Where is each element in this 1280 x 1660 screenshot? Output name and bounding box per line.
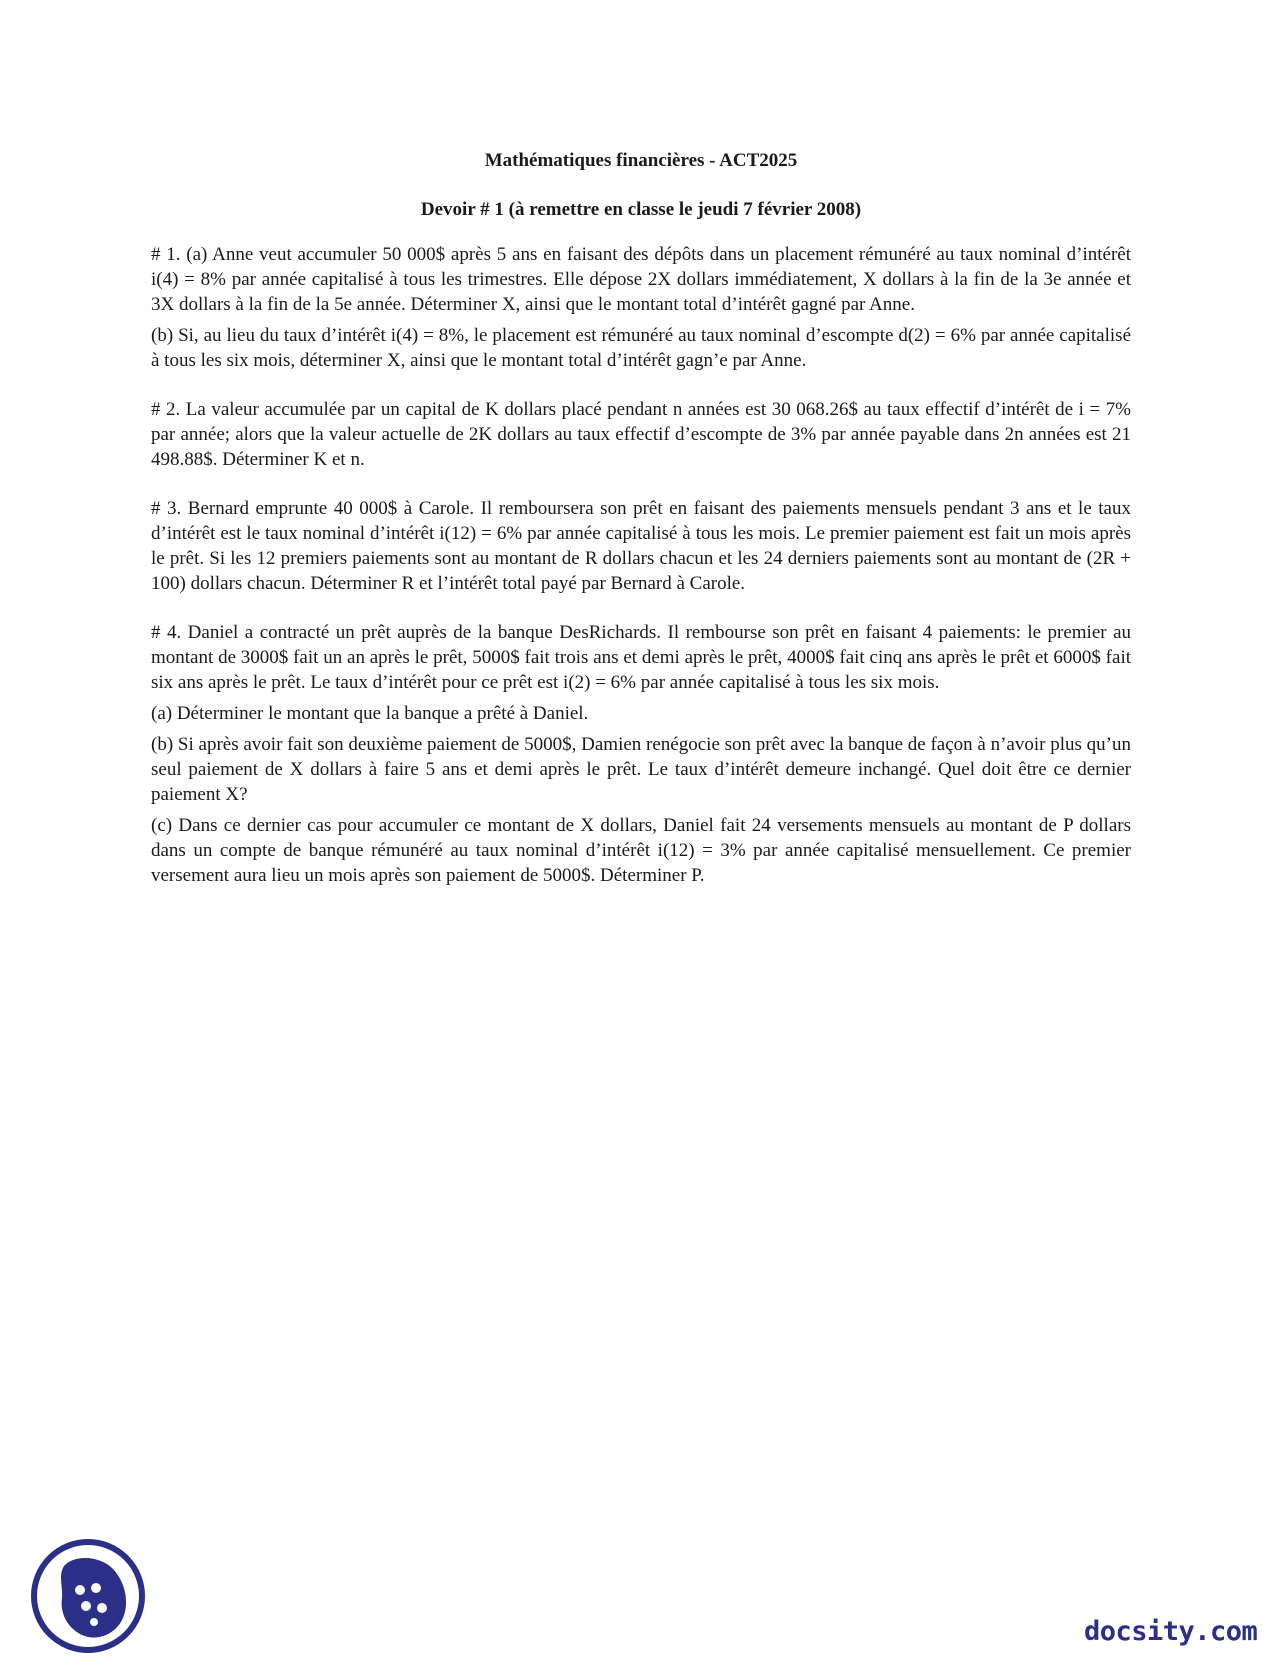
problem-1 xyxy=(151,242,1131,373)
document-subtitle: Devoir # 1 (à remettre en classe le jeudi 7 février 2008) xyxy=(420,199,862,220)
problem-4-part-b: (b) Si après avoir fait son deuxième paiement de 5000$, Damien renégocie son prêt avec la banque de façon à n’avoir plus qu’un seul paiement de X dollars à faire 5 ans et demi après le prêt. Le taux d’intérêt demeure inchangé. Quel doit être ce dernier paiement X? xyxy=(151,734,1131,805)
problem-1-part-b: (b) Si, au lieu du taux d’intérêt i(4) = 8%, le placement est rémunéré au taux nominal d’escompte d(2) = 6% par année capitalisé à tous les six mois, déterminer X, ainsi que le montant total d’intérêt gagn’e par Anne. xyxy=(151,325,1131,371)
problem-2 xyxy=(151,397,1131,472)
problem-4-part-a: (a) Déterminer le montant que la banque a prêté à Daniel. xyxy=(151,703,589,724)
problem-4 xyxy=(151,620,1131,888)
problem-2-text: # 2. La valeur accumulée par un capital de K dollars placé pendant n années est 30 068.26$ au taux effectif d’intérêt de i = 7% par année; alors que la valeur actuelle de 2K dollars au taux effectif d’escompte de 3% par année payable dans 2n années est 21 498.88$. Déterminer K et n. xyxy=(151,399,1131,470)
docsity-logo-icon xyxy=(30,1538,150,1656)
problem-4-part-c: (c) Dans ce dernier cas pour accumuler ce montant de X dollars, Daniel fait 24 versements mensuels au montant de P dollars dans un compte de banque rémunéré au taux nominal d’intérêt i(12) = 3% par année capitalisé mensuellement. Ce premier versement aura lieu un mois après son paiement de 5000$. Déterminer P. xyxy=(151,815,1131,886)
docsity-brand[interactable]: docsity.com xyxy=(1084,1616,1258,1647)
problem-3 xyxy=(151,496,1131,596)
problem-3-text: # 3. Bernard emprunte 40 000$ à Carole. Il remboursera son prêt en faisant des paiements mensuels pendant 3 ans et le taux d’intérêt est le taux nominal d’intérêt i(12) = 6% par année capitalisé à tous les mois. Le premier paiement est fait un mois après le prêt. Si les 12 premiers paiements sont au montant de R dollars chacun et les 24 derniers paiements sont au montant de (2R + 100) dollars chacun. Déterminer R et l’intérêt total payé par Bernard à Carole. xyxy=(151,498,1131,594)
document-title: Mathématiques financières - ACT2025 xyxy=(484,150,798,171)
document-page xyxy=(151,148,1131,912)
problem-1-part-a: # 1. (a) Anne veut accumuler 50 000$ après 5 ans en faisant des dépôts dans un placement rémunéré au taux nominal d’intérêt i(4) = 8% par année capitalisé à tous les trimestres. Elle dépose 2X dollars immédiatement, X dollars à la fin de la 3e année et 3X dollars à la fin de la 5e année. Déterminer X, ainsi que le montant total d’intérêt gagné par Anne. xyxy=(151,244,1131,315)
problem-4-statement: # 4. Daniel a contracté un prêt auprès de la banque DesRichards. Il rembourse son prêt en faisant 4 paiements: le premier au montant de 3000$ fait un an après le prêt, 5000$ fait trois ans et demi après le prêt, 4000$ fait cinq ans après le prêt et 6000$ fait six ans après le prêt. Le taux d’intérêt pour ce prêt est i(2) = 6% par année capitalisé à tous les six mois. xyxy=(151,622,1131,693)
